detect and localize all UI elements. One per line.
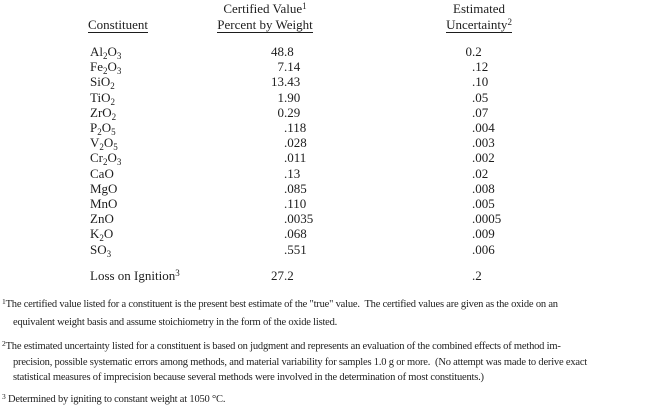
value-fraction-part: .551 [284,241,307,257]
table-row [0,211,648,226]
footnote-marker: 2 [2,339,6,348]
uncertainty-fraction-part: .005 [472,196,495,211]
value-fraction-part: .0035 [284,211,314,227]
constituent-label: MgO [90,180,118,196]
constituent-label: CaO [90,165,114,181]
table-row [0,135,648,153]
constituent-label: $Fe_2O_3$ [90,59,122,77]
percent-by-weight-header-text: Percent by Weight [217,17,313,32]
value-integer-part: 7 [277,59,284,75]
subscript: 5 [111,127,116,137]
constituent-column-header-text: Constituent [88,17,148,32]
footnote-line: precision, possible systematic errors among methods, and material variability for samples 1.0 g or more. (No attempt was made to derive exact [13,356,588,368]
footnote-line: $^1$The certified value listed for a constituent is the present best estimate of the "true" value. The certified values are given as the oxide on an [2,297,558,310]
value-integer-part: 27 [271,268,284,283]
uncertainty-fraction-part: .2 [472,268,482,283]
superscript: 1 [302,1,307,11]
table-row [0,59,648,77]
uncertainty-fraction-part: .004 [472,120,495,135]
table-row [0,90,648,105]
subscript: 3 [116,157,122,168]
subscript: 2 [99,233,104,244]
table-row [0,166,648,181]
constituent-label: ZrO$_2$ [90,104,117,122]
subscript: 3 [116,51,122,61]
table-row [0,150,648,168]
subscript: 5 [113,142,118,153]
table-row [0,196,648,211]
constituent-label: TiO$_2$ [90,89,115,107]
value-integer-part: 48 [271,44,284,59]
uncertainty-fraction-part: .05 [472,89,489,105]
uncertainty-fraction-part: .02 [472,165,489,181]
value-fraction-part: .14 [284,59,301,75]
footnote-line: statistical measures of imprecision because several methods were involved in the determination of most constituents.) [13,372,484,383]
uncertainty-fraction-part: .10 [472,74,489,90]
table-row [0,74,648,92]
uncertainty-header [399,17,559,32]
uncertainty-fraction-part: .12 [472,59,489,75]
table-row [0,181,648,196]
table-row [0,105,648,120]
value-fraction-part: .13 [284,165,301,181]
constituent-label: $K_2O$ [90,226,114,244]
superscript: 3 [175,268,180,278]
constituent-label: SiO$_2$ [90,74,115,92]
subscript: 3 [106,248,112,259]
subscript: 2 [99,142,104,153]
constituent-label: Loss on Ignition$^3$ [90,268,180,283]
subscript: 2 [111,111,117,122]
subscript: 2 [110,81,115,92]
value-fraction-part: .29 [284,104,301,120]
value-fraction-part: .8 [284,44,294,59]
subscript: 3 [116,66,122,77]
uncertainty-fraction-part: .006 [472,241,495,257]
subscript: 2 [103,157,108,168]
footnote-2 [2,339,587,386]
uncertainty-fraction-part: .07 [472,104,489,120]
subscript: 2 [110,96,115,107]
percent-by-weight-header [165,17,365,32]
constituent-label: MnO [90,196,118,211]
table-row [0,120,648,135]
constituent-column-header [88,17,148,32]
uncertainty-integer-part: 0 [465,44,472,59]
uncertainty-fraction-part: .2 [472,44,482,59]
constituent-label: $Cr_2O_3$ [90,150,122,168]
uncertainty-fraction-part: .002 [472,150,495,166]
value-integer-part: 1 [277,89,284,105]
subscript: 2 [97,127,102,137]
footnote-line: $^3$ Determined by igniting to constant weight at 1050 °C. [2,392,226,405]
value-fraction-part: .085 [284,180,307,196]
value-integer-part: 13 [271,74,284,90]
footnote-marker: 3 [2,392,6,401]
uncertainty-fraction-part: .0005 [472,211,502,227]
subscript: 2 [103,66,108,77]
loss-on-ignition-row [0,268,648,283]
uncertainty-fraction-part: .003 [472,135,495,151]
value-fraction-part: .028 [284,135,307,151]
value-fraction-part: .011 [284,150,307,166]
value-fraction-part: .2 [284,268,294,283]
constituent-label: $Al_2O_3$ [90,44,122,61]
footnote-1 [2,296,558,332]
table-row [0,44,648,59]
value-fraction-part: .43 [284,74,301,90]
uncertainty-header-text: Uncertainty$^2$ [446,17,512,32]
estimated-header: Estimated [453,1,505,16]
value-fraction-part: .90 [284,89,301,105]
footnote-line: $^2$The estimated uncertainty listed for a constituent is based on judgment and represents an evaluation of the combined effects of method im- [2,339,561,352]
subscript: 2 [103,51,108,61]
value-fraction-part: .110 [284,196,307,211]
constituent-label: ZnO [90,211,114,227]
constituent-label: $P_2O_5$ [90,120,116,137]
footnote-line: equivalent weight basis and assume stoichiometry in the form of the oxide listed. [13,317,338,328]
value-fraction-part: .068 [284,226,307,242]
footnote-marker: 1 [2,297,6,306]
constituent-label: $SO_3$ [90,241,112,259]
table-row [0,242,648,257]
value-fraction-part: .118 [284,120,307,135]
superscript: 2 [507,17,512,27]
constituent-label: $V_2O_5$ [90,135,118,153]
uncertainty-fraction-part: .009 [472,226,495,242]
table-row [0,226,648,244]
footnote-3 [2,392,225,408]
value-integer-part: 0 [277,104,284,120]
certified-value-header: Certified Value$^1$ [223,1,307,16]
uncertainty-fraction-part: .008 [472,180,495,196]
